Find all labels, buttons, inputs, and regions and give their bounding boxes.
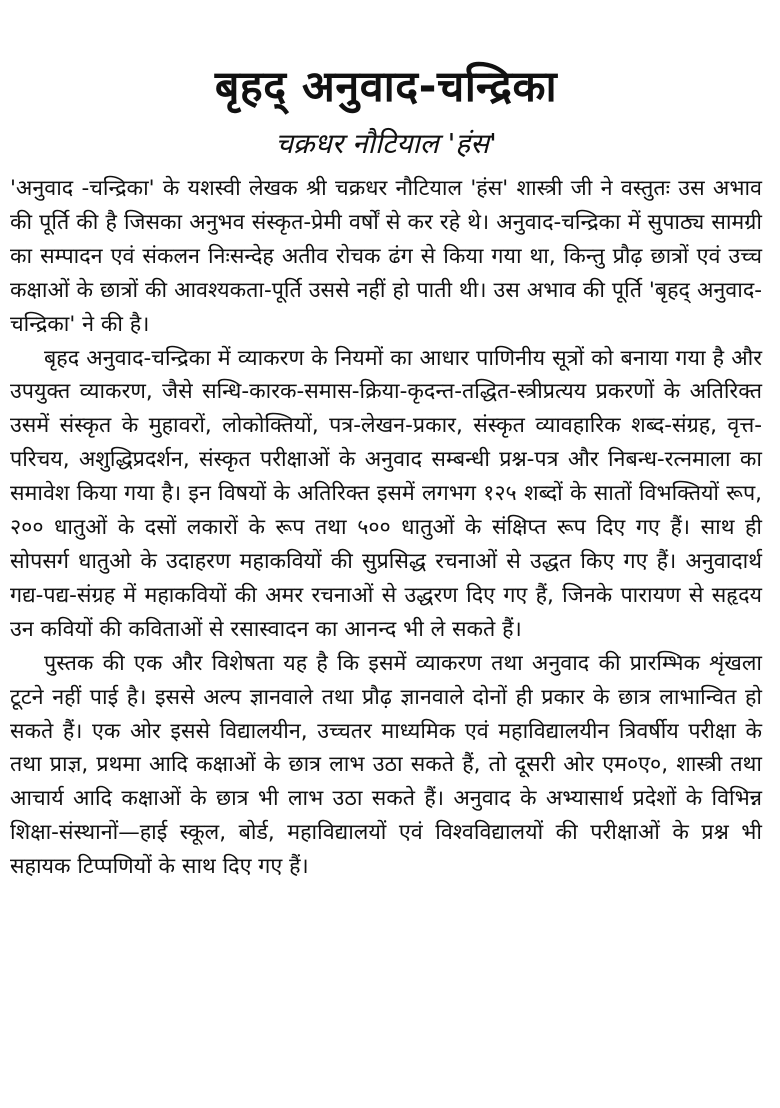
document-title: बृहद् अनुवाद-चन्द्रिका [214,62,558,112]
document-author: चक्रधर नौटियाल 'हंस' [275,127,497,160]
paragraph-features: पुस्तक की एक और विशेषता यह है कि इसमें व्याकरण तथा अनुवाद की प्रारम्भिक शृंखला टूटने नहीं पाई है। इससे अल्प ज्ञानवाले तथा प्रौढ़ ज्ञानवाले दोनों ही प्रकार के छात्र लाभान्वित हो सकते हैं। एक ओर इससे विद्यालयीन, उच्चतर माध्यमिक एवं महाविद्यालयीन त्रिवर्षीय परीक्षा के तथा प्राज्ञ, प्रथमा आदि कक्षाओं के छात्र लाभ उठा सकते हैं, तो दूसरी ओर एम०ए०, शास्त्री तथा आचार्य आदि कक्षाओं के छात्र भी लाभ उठा सकते हैं। अनुवाद के अभ्यासार्थ प्रदेशों के विभिन्न शिक्षा-संस्थानों—हाई स्कूल, बोर्ड, महाविद्यालयों एवं विश्वविद्यालयों की परीक्षाओं के प्रश्न भी सहायक टिप्पणियों के साथ दिए गए हैं। [10,650,762,880]
paragraph-contents: बृहद अनुवाद-चन्द्रिका में व्याकरण के नियमों का आधार पाणिनीय सूत्रों को बनाया गया है और उपयुक्त व्याकरण, जैसे सन्धि-कारक-समास-क्रिया-कृदन्त-तद्धित-स्त्रीप्रत्यय प्रकरणों के अतिरिक्त उसमें संस्कृत के मुहावरों, लोकोक्तियों, पत्र-लेखन-प्रकार, संस्कृत व्यावहारिक शब्द-संग्रह, वृत्त-परिचय, अशुद्धिप्रदर्शन, संस्कृत परीक्षाओं के अनुवाद सम्बन्धी प्रश्न-पत्र और निबन्ध-रत्नमाला का समावेश किया गया है। इन विषयों के अतिरिक्त इसमें लगभग १२५ शब्दों के सातों विभक्तियों रूप, २०० धातुओं के दसों लकारों के रूप तथा ५०० धातुओं के संक्षिप्त रूप दिए गए हैं। साथ ही सोपसर्ग धातुओ के उदाहरण महाकवियों की सुप्रसिद्ध रचनाओं से उद्धत किए गए हैं। अनुवादार्थ गद्य-पद्य-संग्रह में महाकवियों की अमर रचनाओं से उद्धरण दिए गए हैं, जिनके पारायण से सहृदय उन कवियों की कविताओं से रसास्वादन का आनन्द भी ले सकते हैं। [10,345,762,642]
document-body [10,172,762,884]
paragraph-intro: 'अनुवाद -चन्द्रिका' के यशस्वी लेखक श्री चक्रधर नौटियाल 'हंस' शास्त्री जी ने वस्तुतः उस अभाव की पूर्ति की है जिसका अनुभव संस्कृत-प्रेमी वर्षों से कर रहे थे। अनुवाद-चन्द्रिका में सुपाठ्य सामग्री का सम्पादन एवं संकलन निःसन्देह अतीव रोचक ढंग से किया गया था, किन्तु प्रौढ़ छात्रों एवं उच्च कक्षाओं के छात्रों की आवश्यकता-पूर्ति उससे नहीं हो पाती थी। उस अभाव की पूर्ति 'बृहद् अनुवाद-चन्द्रिका' ने की है। [10,176,762,337]
